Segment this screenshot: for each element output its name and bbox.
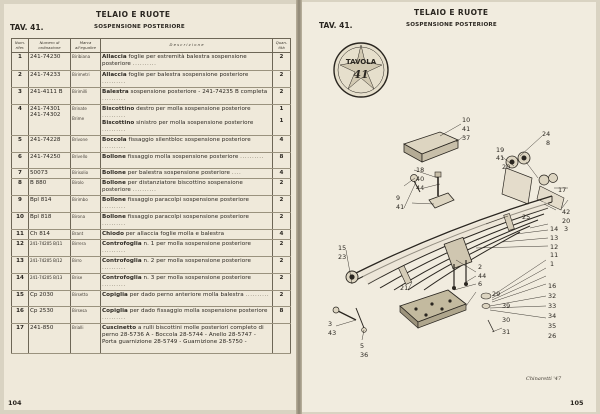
quantity: 2 [273,71,291,88]
logo-number: 41 [353,68,369,81]
left-subtitle: SOSPENSIONE POSTERIORE [94,24,185,30]
description: Chiodo per allaccia foglie molla e balestra [101,230,273,240]
order-number: 50073 [29,169,71,179]
part-name: Controfoglia [102,258,142,264]
part-name: Biscottino [102,120,135,126]
illustrator-signature: Chinaretti '47 [526,376,562,382]
part-name: Allaccia [102,72,127,78]
callout-10: 10 [462,116,471,124]
description: Allaccia foglie per estremità balestra sospensione posteriore .......... [101,53,273,71]
callout-30: 16 [548,282,557,290]
left-page-number: 104 [8,399,22,407]
callout-34: 35 [548,322,557,330]
callout-8: 8 [546,139,551,147]
row-number: 16 [12,307,29,324]
mark-name: Brialli [71,324,101,354]
callout-24: 24 [542,130,551,138]
description: Copiglia per dado perno anteriore molla balestra .......... [101,291,273,307]
order-number: Cp 2030 [29,291,71,307]
right-plate-label: TAV. 41. [319,21,353,30]
part-name: Allaccia [102,54,127,60]
mark-name: Birsesa [71,307,101,324]
callout-1: 1 [550,260,555,268]
parts-table [11,38,291,354]
quantity: 1 1 [273,105,291,136]
mark-name: Brinate Brime [71,105,101,136]
part-name: Boccola [102,137,127,143]
callout-20: 20 [502,163,511,171]
callout-41c: 41 [396,203,405,211]
lower-plate [400,290,466,328]
part-name: Controfoglia [102,241,142,247]
callout-23: 23 [338,253,347,261]
mark-name: Birro [71,257,101,274]
quantity: 4 [273,136,291,153]
row-number: 15 [12,291,29,307]
callout-25: 25 [522,213,531,221]
callout-15: 15 [338,244,347,252]
callout-40: 40 [416,175,425,183]
order-number: 241-74228 [29,136,71,153]
order-number: 241-74205 B/12 [29,257,71,274]
quantity: 2 [273,88,291,105]
callout-20b: 20 [562,217,571,225]
description: Controfoglia n. 1 per molla sospensione posteriore .......... [101,240,273,257]
description: Controfoglia n. 2 per molla sospensione posteriore .......... [101,257,273,274]
callout-44b: 44 [478,272,487,280]
table-row [12,196,291,213]
left-page-header: TELAIO E RUOTE [96,10,171,19]
part-name: Bollone [102,154,126,160]
bump-stop-pad [404,132,458,162]
callout-9: 9 [396,194,401,202]
right-page-number: 105 [570,399,584,407]
part-name: Bollone [102,170,126,176]
col-qty-header: Quan-tità [273,39,291,53]
quantity: 2 [273,257,291,274]
description: Bollone fissaggio paracolpi sospensione posteriore .......... [101,196,273,213]
callout-3: 3 [564,225,569,233]
callout-14: 14 [550,225,559,233]
callout-39: 30 [502,316,511,324]
table-row [12,213,291,230]
mark-name: Brant [71,230,101,240]
callout-18: 18 [416,166,425,174]
order-number: 241-74233 [29,71,71,88]
order-number: 241-74250 [29,153,71,169]
callout-36: 36 [360,351,369,359]
table-row [12,88,291,105]
table-row [12,257,291,274]
mark-name: Birona [71,213,101,230]
description: Bollone per distanziatore biscottino sospensione posteriore .......... [101,179,273,196]
row-number: 4 [12,105,29,136]
mark-name: Biribiana [71,53,101,71]
quantity: 2 [273,274,291,291]
mark-name: Birisolio [71,169,101,179]
callout-6: 6 [478,280,483,288]
order-number: B 880 [29,179,71,196]
callout-32: 33 [548,302,557,310]
table-row [12,291,291,307]
row-number: 2 [12,71,29,88]
row-number: 17 [12,324,29,354]
table-row [12,230,291,240]
mark-name: Brise [71,274,101,291]
description: Balestra sospensione posteriore - 241-74235 B completa .......... [101,88,273,105]
callout-41: 41 [462,125,471,133]
part-name: Biscottino [102,106,135,112]
callout-12: 12 [550,243,559,251]
order-number: Bpl 818 [29,213,71,230]
mark-name: Birimetri [71,71,101,88]
table-row [12,105,291,136]
table-row [12,169,291,179]
row-number: 7 [12,169,29,179]
description: Bollone per balestra sospensione posteriore .... [101,169,273,179]
row-number: 9 [12,196,29,213]
quantity: 4 [273,169,291,179]
order-number: 241-74230 [29,53,71,71]
col-num-header: Num. rifer. [12,39,29,53]
part-name: Bollone [102,180,126,186]
row-number: 12 [12,240,29,257]
description: Cuscinetto a rulli biscottini molle posteriori completo di perno 28-5736 A - Boccola 28-5744 - Anello 28-5747 - Porta guarnizione 28-5749 - Guarnizione 28-5750 - [101,324,273,354]
description: Controfoglia n. 3 per molla sospensione posteriore .......... [101,274,273,291]
table-row [12,274,291,291]
left-page [4,4,296,410]
order-number: 241-74205 B/13 [29,274,71,291]
table-row [12,153,291,169]
order-number: 241-4111 B [29,88,71,105]
part-name: Controfoglia [102,275,142,281]
description: Bollone fissaggio molla sospensione posteriore .......... [101,153,273,169]
callout-17: 17 [558,186,567,194]
callout-19: 19 [496,146,505,154]
mark-name: Brivello [71,153,101,169]
order-number: 241-74205 B/11 [29,240,71,257]
logo-text: TAVOLA [345,58,377,66]
callout-3b: 3 [328,320,333,328]
description: Bollone fissaggio paracolpi sospensione posteriore .......... [101,213,273,230]
quantity: 4 [273,230,291,240]
col-desc-header: D e s c r i z i o n e [101,39,273,53]
row-number: 14 [12,274,29,291]
right-subtitle: SOSPENSIONE POSTERIORE [406,22,497,28]
table-row [12,240,291,257]
table-row [12,324,291,354]
callout-44: 44 [416,184,425,192]
callout-33: 34 [548,312,557,320]
left-plate-label: TAV. 41. [10,23,44,32]
table-row [12,179,291,196]
mark-name: Birimbo [71,196,101,213]
col-code-header: Numero di ordinazione [29,39,71,53]
order-number: Cp 2530 [29,307,71,324]
description: Copiglia per dado fissaggio molla sospensione posteriore .......... [101,307,273,324]
col-mark-header: Marca all'egualire [71,39,101,53]
quantity: 2 [273,213,291,230]
callout-22b: 29 [492,290,501,298]
table-row [12,53,291,71]
quantity: 8 [273,307,291,324]
quantity [273,324,291,354]
tavola-logo [334,43,388,97]
callout-43: 43 [328,329,337,337]
table-row [12,307,291,324]
quantity: 2 [273,179,291,196]
part-name: Chiodo [102,231,124,237]
callout-21: 21 [400,284,409,292]
row-number: 10 [12,213,29,230]
callout-35: 26 [548,332,557,340]
row-number: 11 [12,230,29,240]
row-number: 6 [12,153,29,169]
row-number: 1 [12,53,29,71]
suspension-exploded-drawing [316,28,586,388]
part-name: Copiglia [102,292,128,298]
part-name: Bollone [102,197,126,203]
front-pin [333,307,366,332]
row-number: 5 [12,136,29,153]
mark-name: Birrera [71,240,101,257]
callout-5: 5 [360,342,365,350]
order-number: 241-74301 241-74302 [29,105,71,136]
callout-16: 31 [502,328,511,336]
order-number: 241-850 [29,324,71,354]
description: Biscottino destro per molla sospensione posteriore .......... Biscottino sinistro per molla sospensione posteriore .......... [101,105,273,136]
callout-31: 32 [548,292,557,300]
small-hardware [481,293,494,332]
callout-37: 37 [462,134,471,142]
table-row [12,136,291,153]
order-number: Bpl 814 [29,196,71,213]
quantity: 8 [273,153,291,169]
callout-13: 13 [550,234,559,242]
quantity: 2 [273,196,291,213]
row-number: 8 [12,179,29,196]
row-number: 3 [12,88,29,105]
order-number: Ch 814 [29,230,71,240]
callout-11: 11 [550,251,559,259]
right-page-header: TELAIO E RUOTE [414,8,489,17]
callout-29: 39 [502,302,511,310]
table-row [12,71,291,88]
mark-name: Birolo [71,179,101,196]
part-name: Balestra [102,89,129,95]
mark-name: Birimilli [71,88,101,105]
mark-name: Brivone [71,136,101,153]
description: Boccola fissaggio silentbloc sospensione posteriore .......... [101,136,273,153]
mark-name: Birsetto [71,291,101,307]
description: Allaccia foglie per balestra sospensione posteriore .......... [101,71,273,88]
callout-41b: 41 [496,154,505,162]
part-name: Bollone [102,214,126,220]
row-number: 13 [12,257,29,274]
quantity: 2 [273,291,291,307]
callout-42: 42 [562,208,571,216]
quantity: 2 [273,240,291,257]
quantity: 2 [273,53,291,71]
parts-table-header [12,39,291,53]
part-name: Copiglia [102,308,128,314]
callout-2: 2 [478,263,483,271]
part-name: Cuscinetto [102,325,137,331]
